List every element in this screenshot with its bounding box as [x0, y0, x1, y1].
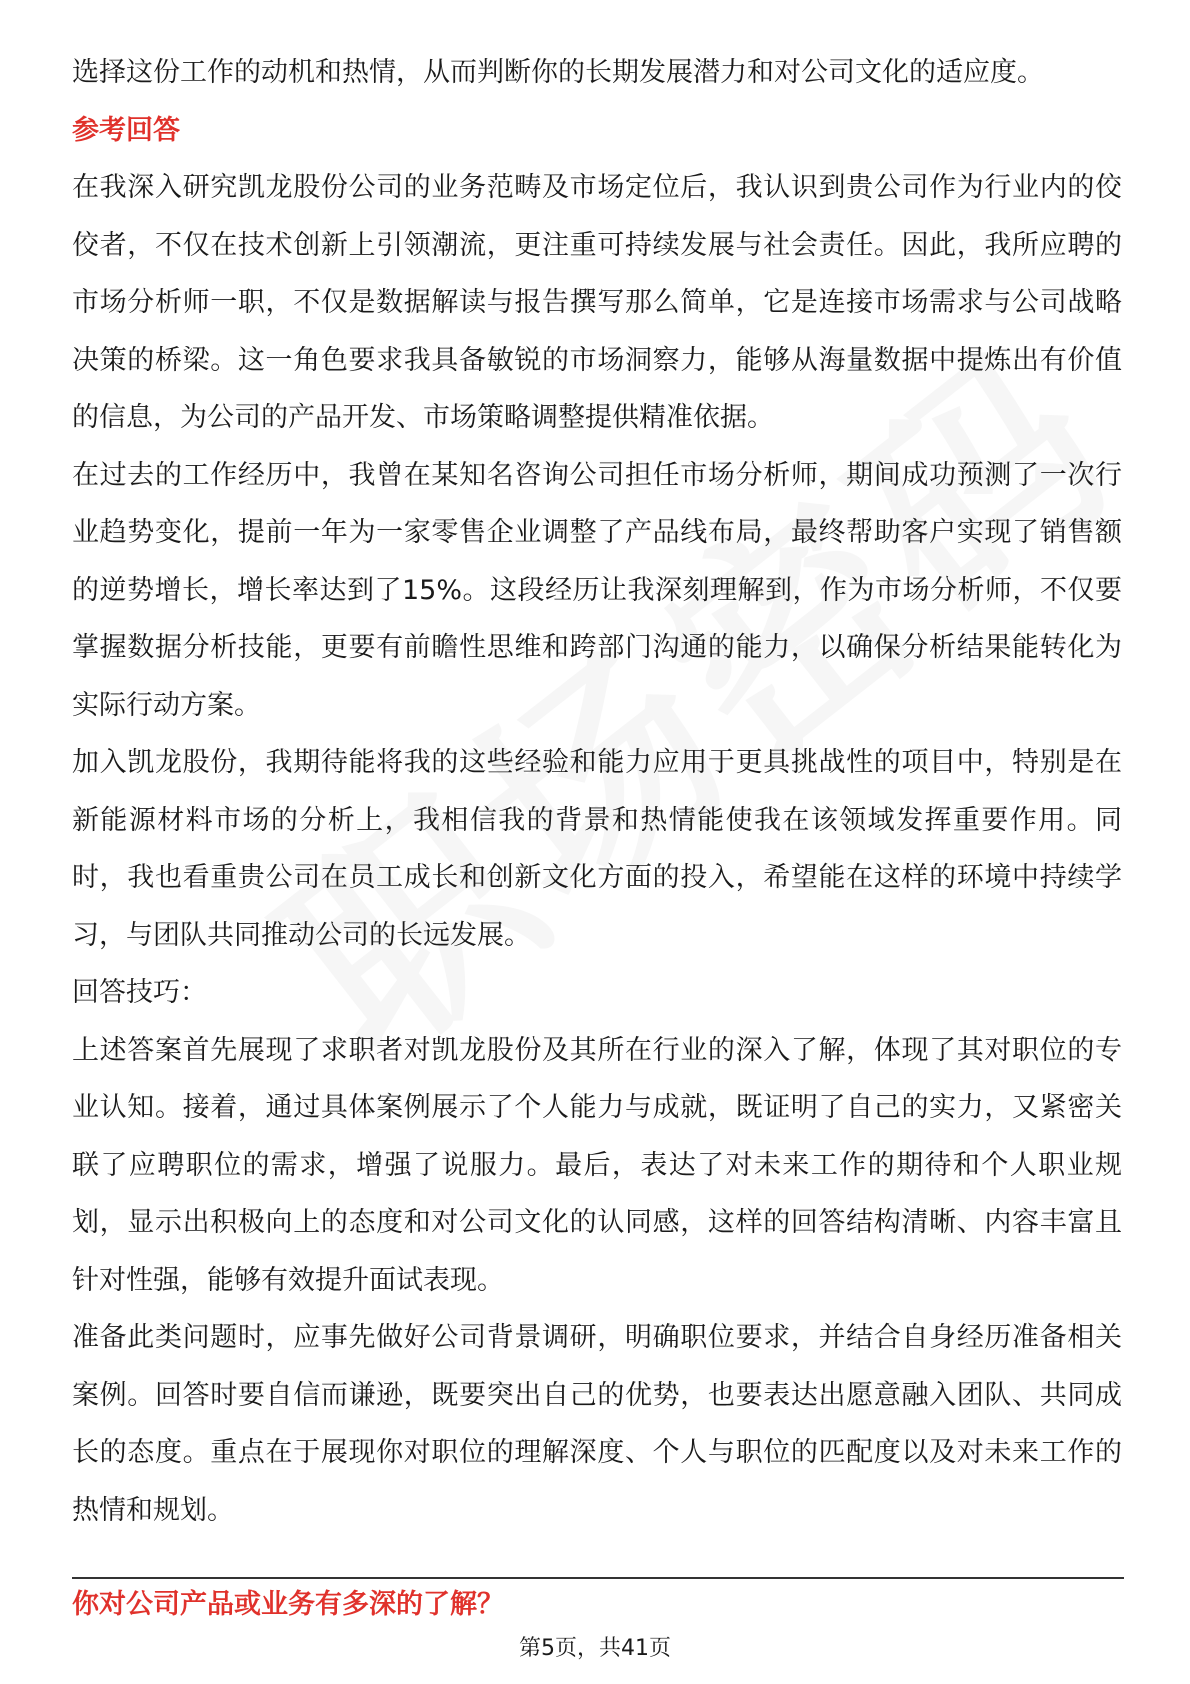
reference-answer-heading: 参考回答 [72, 114, 180, 146]
answer-paragraph-2: 在过去的工作经历中，我曾在某知名咨询公司担任市场分析师，期间成功预测了一次行业趋势变化，提前一年为一家零售企业调整了产品线布局，最终帮助客户实现了销售额的逆势增长，增长率达到了15%。这段经历让我深刻理解到，作为市场分析师，不仅要掌握数据分析技能，更要有前瞻性思维和跨部门沟通的能力，以确保分析结果能转化为实际行动方案。 [72, 459, 1122, 721]
tips-paragraph-1: 上述答案首先展现了求职者对凯龙股份及其所在行业的深入了解，体现了其对职位的专业认知。接着，通过具体案例展示了个人能力与成就，既证明了自己的实力，又紧密关联了应聘职位的需求，增强了说服力。最后，表达了对未来工作的期待和个人职业规划，显示出积极向上的态度和对公司文化的认同感，这样的回答结构清晰、内容丰富且针对性强，能够有效提升面试表现。 [72, 1034, 1122, 1296]
page-number: 第5页，共41页 [519, 1636, 671, 1661]
tips-heading: 回答技巧： [72, 977, 207, 1008]
answer-paragraph-3: 加入凯龙股份，我期待能将我的这些经验和能力应用于更具挑战性的项目中，特别是在新能源材料市场的分析上，我相信我的背景和热情能使我在该领域发挥重要作用。同时，我也看重贵公司在员工成长和创新文化方面的投入，希望能在这样的环境中持续学习，与团队共同推动公司的长远发展。 [72, 747, 1122, 951]
section-divider [72, 1577, 1124, 1579]
tips-paragraph-2: 准备此类问题时，应事先做好公司背景调研，明确职位要求，并结合自身经历准备相关案例。回答时要自信而谦逊，既要突出自己的优势，也要表达出愿意融入团队、共同成长的态度。重点在于展现你对职位的理解深度、个人与职位的匹配度以及对未来工作的热情和规划。 [72, 1322, 1122, 1526]
intro-paragraph: 选择这份工作的动机和热情，从而判断你的长期发展潜力和对公司文化的适应度。 [72, 57, 1044, 88]
document-body [72, 44, 1122, 1539]
answer-paragraph-1: 在我深入研究凯龙股份公司的业务范畴及市场定位后，我认识到贵公司作为行业内的佼佼者，不仅在技术创新上引领潮流，更注重可持续发展与社会责任。因此，我所应聘的市场分析师一职，不仅是数据解读与报告撰写那么简单，它是连接市场需求与公司战略决策的桥梁。这一角色要求我具备敏锐的市场洞察力，能够从海量数据中提炼出有价值的信息，为公司的产品开发、市场策略调整提供精准依据。 [72, 172, 1122, 433]
next-question-heading: 你对公司产品或业务有多深的了解？ [72, 1589, 504, 1620]
